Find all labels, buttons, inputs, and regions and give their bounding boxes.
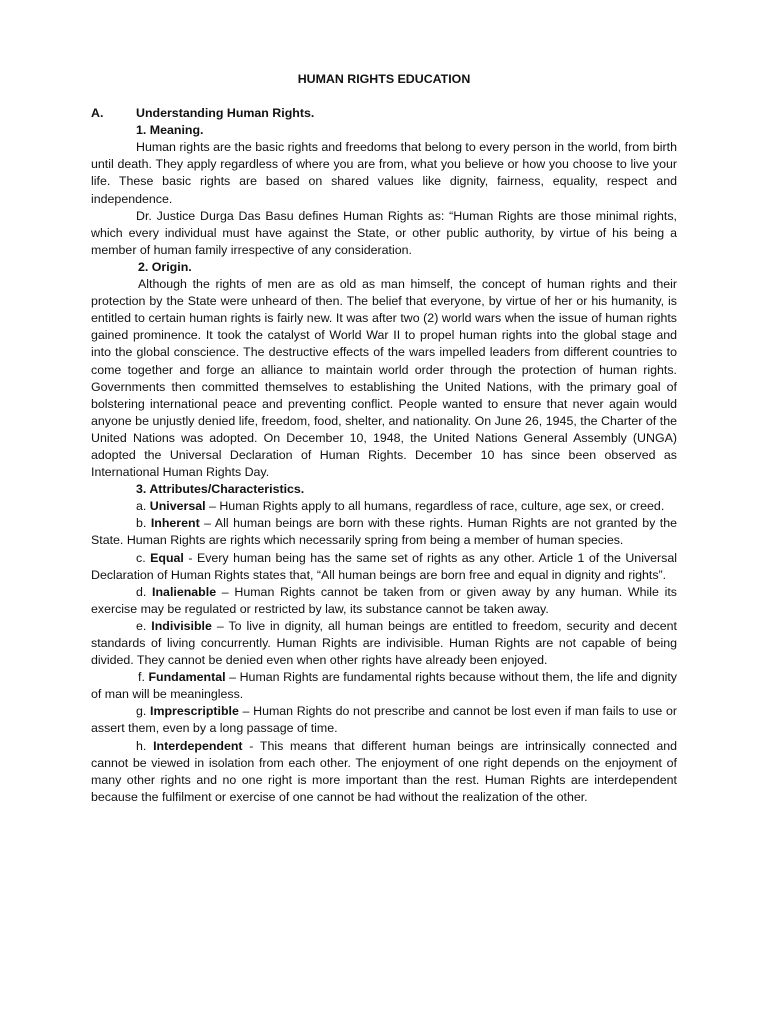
item-term: Indivisible (151, 618, 212, 633)
item-term: Inherent (150, 516, 200, 531)
item-text: – Human Rights are fundamental rights because without them, the life and dignity of man will be meaningless. (91, 670, 678, 702)
section-title: Understanding Human Rights. (136, 106, 315, 121)
item-prefix: d. (136, 584, 153, 599)
attribute-item-fundamental (91, 669, 677, 703)
meaning-paragraph-1: Human rights are the basic rights and freedoms that belong to every person in the world, from birth until death. They apply regardless of where you are from, what you believe or how you choose to live your life. These basic rights are based on shared values like dignity, fairness, equality, respect and independence. (91, 140, 677, 206)
item-prefix: b. (136, 516, 151, 531)
section-a-heading (91, 105, 677, 122)
item-text: – Human Rights apply to all humans, regardless of race, culture, age sex, or creed. (205, 499, 665, 514)
item-prefix: h. (136, 738, 154, 753)
attribute-item-indivisible (91, 618, 677, 669)
item-prefix: e. (136, 618, 152, 633)
attribute-item-imprescriptible (91, 703, 677, 737)
origin-paragraph: Although the rights of men are as old as man himself, the concept of human rights and their protection by the State were unheard of then. The belief that everyone, by virtue of her or his humanity, is entitled to certain human rights is fairly new. It was after two (2) world wars when the issue of human rights gained prominence. It took the catalyst of World War II to propel human rights into the global stage and into the global conscience. The destructive effects of the wars impelled leaders from different countries to come together and forge an alliance to maintain world order through the protection of human rights. Governments then committed themselves to establishing the United Nations, with the primary goal of bolstering international peace and preventing conflict. People wanted to ensure that never again would anyone be unjustly denied life, freedom, food, shelter, and nationality. On June 26, 1945, the Charter of the United Nations was adopted. On December 10, 1948, the United Nations General Assembly (UNGA) adopted the Universal Declaration of Human Rights. December 10 has since been observed as International Human Rights Day. (91, 277, 677, 480)
item-term: Fundamental (148, 670, 226, 685)
item-text: – Human Rights do not prescribe and cannot be lost even if man fails to use or assert them, even by a long passage of time. (91, 704, 677, 736)
item-text: - This means that different human beings are intrinsically connected and cannot be viewed in isolation from each other. The enjoyment of one right depends on the enjoyment of many other rights and no one right is more important than the rest. Human Rights are interdependent because the fulfilment or exercise of one cannot be had without the realization of the other. (91, 738, 677, 804)
item-text: – Human Rights cannot be taken from or given away by any human. While its exercise may be regulated or restricted by law, its substance cannot be taken away. (91, 584, 678, 616)
item-term: Imprescriptible (150, 704, 239, 719)
page-title: HUMAN RIGHTS EDUCATION (297, 72, 471, 86)
document-body (91, 71, 677, 806)
item-term: Universal (149, 499, 206, 514)
meaning-paragraph-2: Dr. Justice Durga Das Basu defines Human Rights as: “Human Rights are those minimal rights, which every individual must have against the State, or other public authority, by virtue of his being a member of human family irrespective of any consideration. (91, 208, 677, 257)
item-text: – All human beings are born with these rights. Human Rights are not granted by the State. Human Rights are rights which necessarily spring from being a member of human species. (91, 516, 677, 548)
item-text: - Every human being has the same set of rights as any other. Article 1 of the Universal Declaration of Human Rights states that, “All human beings are born free and equal in dignity and rights”. (91, 550, 677, 582)
meaning-heading: 1. Meaning. (136, 123, 204, 138)
attribute-item-interdependent (91, 738, 677, 806)
item-term: Interdependent (153, 738, 243, 753)
attribute-item-equal (91, 550, 677, 584)
item-term: Equal (150, 550, 184, 565)
item-prefix: c. (136, 550, 151, 565)
attributes-heading: 3. Attributes/Characteristics. (136, 482, 305, 497)
item-term: Inalienable (152, 584, 217, 599)
origin-heading: 2. Origin. (138, 259, 192, 274)
attribute-item-inalienable (91, 584, 677, 618)
attribute-item-inherent (91, 515, 677, 549)
item-text: – To live in dignity, all human beings are entitled to freedom, security and decent standards of living concurrently. Human Rights are indivisible. Human Rights are not capable of being divided. They cannot be denied even when other rights have already been enjoyed. (91, 618, 677, 668)
item-prefix: a. (136, 499, 150, 514)
item-prefix: g. (136, 704, 151, 719)
item-prefix: f. (138, 670, 149, 685)
section-letter: A. (91, 106, 104, 121)
attribute-item-universal (91, 498, 677, 515)
